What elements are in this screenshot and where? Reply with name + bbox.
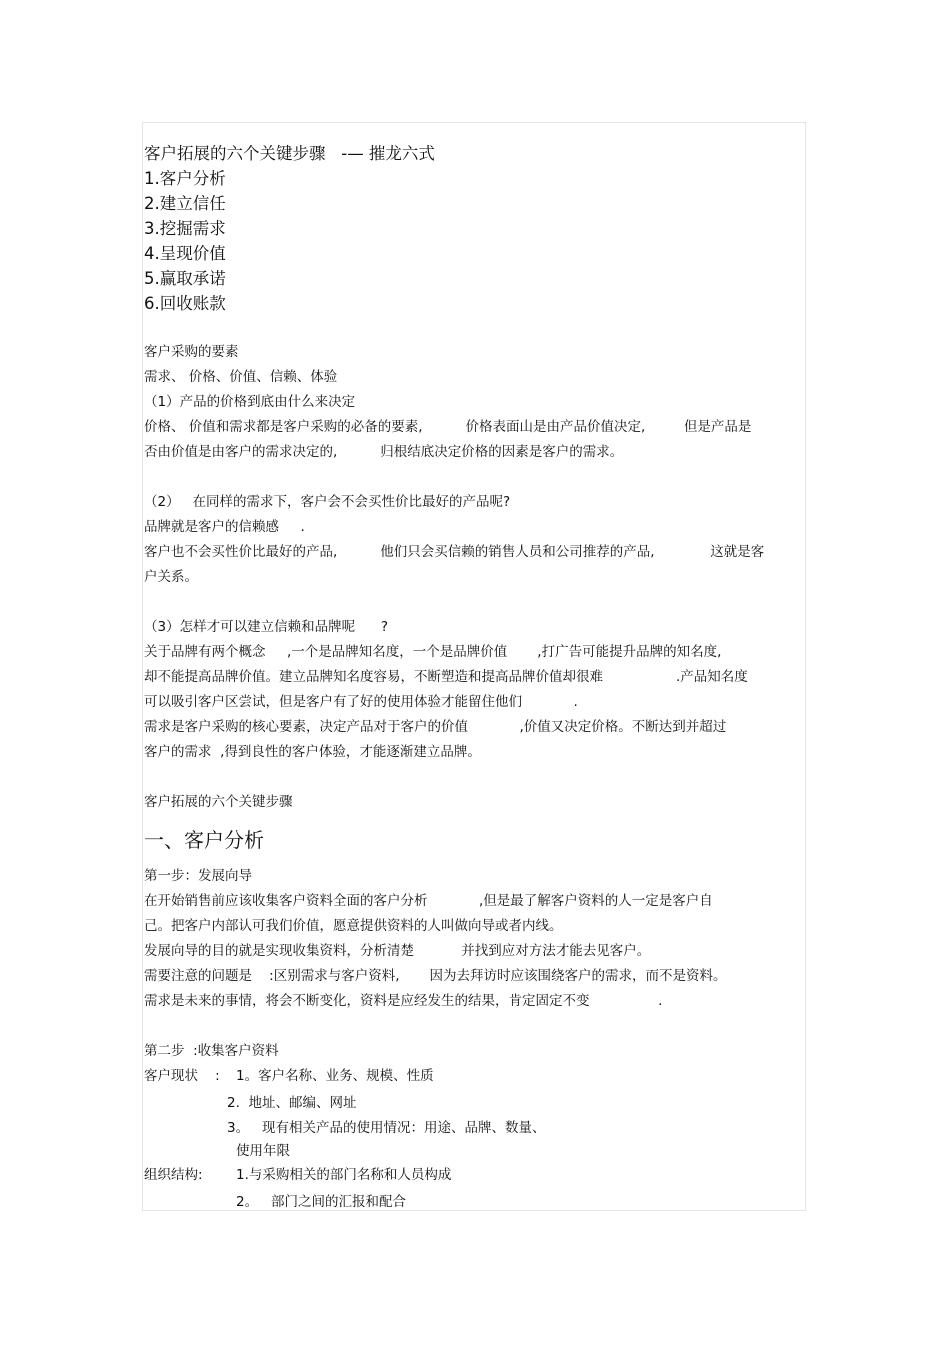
- question-3: （3）怎样才可以建立信赖和品牌呢 ?: [144, 619, 389, 635]
- step-item: 3.挖掘需求: [144, 219, 226, 238]
- step-item: 2.建立信任: [144, 194, 226, 213]
- org-item: 2。 部门之间的汇报和配合: [236, 1194, 406, 1210]
- step-item: 6.回收账款: [144, 294, 226, 313]
- step1-title: 第一步：发展向导: [144, 868, 252, 884]
- paragraph-line: 需求是客户采购的核心要素，决定产品对于客户的价值 ,价值又决定价格。不断达到并超过: [144, 719, 727, 735]
- section-label: 客户拓展的六个关键步骤: [144, 794, 293, 810]
- step-item: 5.赢取承诺: [144, 269, 226, 288]
- paragraph-line: 关于品牌有两个概念 ,一个是品牌知名度，一个是品牌价值 ,打广告可能提升品牌的知名度,: [144, 644, 722, 660]
- status-item: 3。 现有相关产品的使用情况：用途、品牌、数量、: [227, 1120, 546, 1136]
- org-item: 1.与采购相关的部门名称和人员构成: [236, 1167, 452, 1183]
- paragraph-line: 发展向导的目的就是实现收集资料，分析清楚 并找到应对方法才能去见客户。: [144, 943, 651, 959]
- org-label: 组织结构:: [144, 1167, 203, 1183]
- paragraph-line: 需求是未来的事情，将会不断变化，资料是应经发生的结果，肯定固定不变 .: [144, 993, 663, 1009]
- paragraph-line: 户关系。: [144, 569, 198, 585]
- paragraph-line: 品牌就是客户的信赖感 .: [144, 519, 305, 535]
- paragraph-line: 价格、 价值和需求都是客户采购的必备的要素, 价格表面山是由产品价值决定, 但是产品是: [144, 419, 752, 435]
- status-item-continued: 使用年限: [236, 1143, 290, 1159]
- question-2: （2） 在同样的需求下，客户会不会买性价比最好的产品呢?: [144, 494, 511, 510]
- paragraph-line: 己。把客户内部认可我们价值，愿意提供资料的人叫做向导或者内线。: [144, 918, 563, 934]
- document-title: 客户拓展的六个关键步骤 -— 摧龙六式: [144, 144, 435, 163]
- section-heading: 一、客户分析: [144, 828, 264, 852]
- purchase-elements-list: 需求、 价格、价值、信赖、体验: [144, 369, 338, 385]
- paragraph-line: 客户也不会买性价比最好的产品, 他们只会买信赖的销售人员和公司推荐的产品, 这就是客: [144, 544, 765, 560]
- paragraph-line: 在开始销售前应该收集客户资料全面的客户分析 ,但是最了解客户资料的人一定是客户自: [144, 893, 713, 909]
- paragraph-line: 否由价值是由客户的需求决定的, 归根结底决定价格的因素是客户的需求。: [144, 444, 624, 460]
- status-label: 客户现状 :: [144, 1068, 220, 1084]
- step-item: 1.客户分析: [144, 169, 226, 188]
- status-item: 2. 地址、邮编、网址: [227, 1095, 357, 1111]
- step2-title: 第二步 :收集客户资料: [144, 1043, 279, 1059]
- purchase-elements-heading: 客户采购的要素: [144, 344, 239, 360]
- paragraph-line: 可以吸引客户区尝试，但是客户有了好的使用体验才能留住他们 .: [144, 694, 578, 710]
- step-item: 4.呈现价值: [144, 244, 226, 263]
- question-1: （1）产品的价格到底由什么来决定: [144, 394, 356, 410]
- paragraph-line: 客户的需求 ,得到良性的客户体验，才能逐渐建立品牌。: [144, 744, 481, 760]
- paragraph-line: 却不能提高品牌价值。建立品牌知名度容易，不断塑造和提高品牌价值却很难 .产品知名度: [144, 669, 748, 685]
- paragraph-line: 需要注意的问题是 :区别需求与客户资料, 因为去拜访时应该围绕客户的需求，而不是资料。: [144, 968, 727, 984]
- status-item: 1。客户名称、业务、规模、性质: [236, 1068, 434, 1084]
